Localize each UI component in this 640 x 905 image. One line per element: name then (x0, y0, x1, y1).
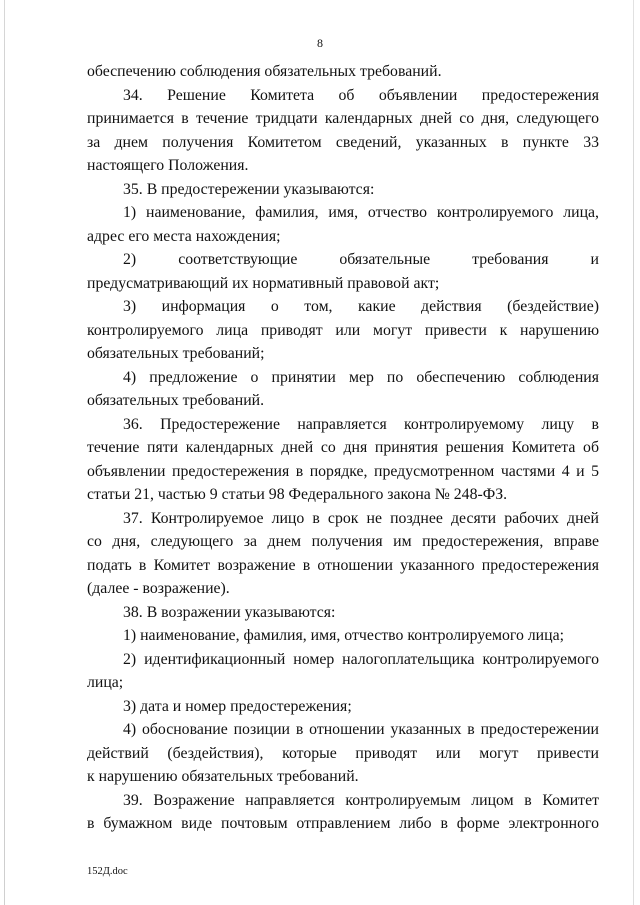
text-line: 3) информация о том, какие действия (бездействие) (123, 298, 599, 315)
text-line: 39. Возражение направляется контролируемым лицом в Комитет (123, 791, 599, 809)
text-line: подать в Комитет возражение в отношении указанного предостережения (87, 556, 599, 574)
text-line: 36. Предостережение направляется контролируемому лицу в (123, 415, 599, 433)
text-line: обязательных требований; (87, 345, 265, 362)
text-line: адрес его места нахождения; (87, 227, 281, 245)
text-line: к нарушению обязательных требований. (87, 768, 359, 785)
text-line: (далее - возражение). (87, 580, 230, 597)
text-line: 3) дата и номер предостережения; (123, 697, 352, 715)
text-line: 2) соответствующие обязательные требования и (123, 251, 599, 268)
page-number: 8 (317, 36, 323, 50)
text-line: в бумажном виде почтовым отправлением либо в форме электронного (87, 815, 599, 832)
text-line: обеспечению соблюдения обязательных требований. (87, 63, 442, 80)
text-line: течение пяти календарных дней со дня принятия решения Комитета об (87, 439, 599, 456)
text-line: 1) наименование, фамилия, имя, отчество контролируемого лица, (123, 204, 599, 221)
footer-filename: 152Д.doc (87, 866, 128, 877)
text-line: 38. В возражении указываются: (123, 603, 336, 621)
scan-edge-left (4, 0, 5, 905)
text-line: предусматривающий их нормативный правовой акт; (87, 274, 440, 292)
text-line: 37. Контролируемое лицо в срок не позднее десяти рабочих дней (123, 509, 599, 527)
text-line: статьи 21, частью 9 статьи 98 Федерального закона № 248-ФЗ. (87, 486, 508, 503)
text-line: контролируемого лица приводят или могут привести к нарушению (87, 321, 599, 339)
text-line: лица; (87, 674, 124, 691)
text-line: 2) идентификационный номер налогоплательщика контролируемого (123, 650, 599, 668)
text-line: 34. Решение Комитета об объявлении предостережения (123, 86, 599, 104)
text-line: обязательных требований. (87, 392, 265, 409)
document-body (87, 60, 599, 836)
text-line: за днем получения Комитетом сведений, указанных в пункте 33 (87, 133, 599, 151)
text-line: 4) предложение о принятии мер по обеспечению соблюдения (123, 368, 599, 386)
text-line: действий (бездействия), которые приводят или могут привести (87, 744, 599, 762)
text-line: настоящего Положения. (87, 157, 249, 174)
text-line: 4) обоснование позиции в отношении указанных в предостережении (123, 721, 599, 738)
scan-edge-right (633, 0, 634, 905)
text-line: 1) наименование, фамилия, имя, отчество контролируемого лица; (123, 627, 564, 644)
text-line: со дня, следующего за днем получения им предостережения, вправе (87, 533, 599, 550)
text-line: 35. В предостережении указываются: (123, 180, 375, 198)
text-line: объявлении предостережения в порядке, предусмотренном частями 4 и 5 (87, 462, 599, 480)
text-line: принимается в течение тридцати календарных дней со дня, следующего (87, 110, 599, 127)
